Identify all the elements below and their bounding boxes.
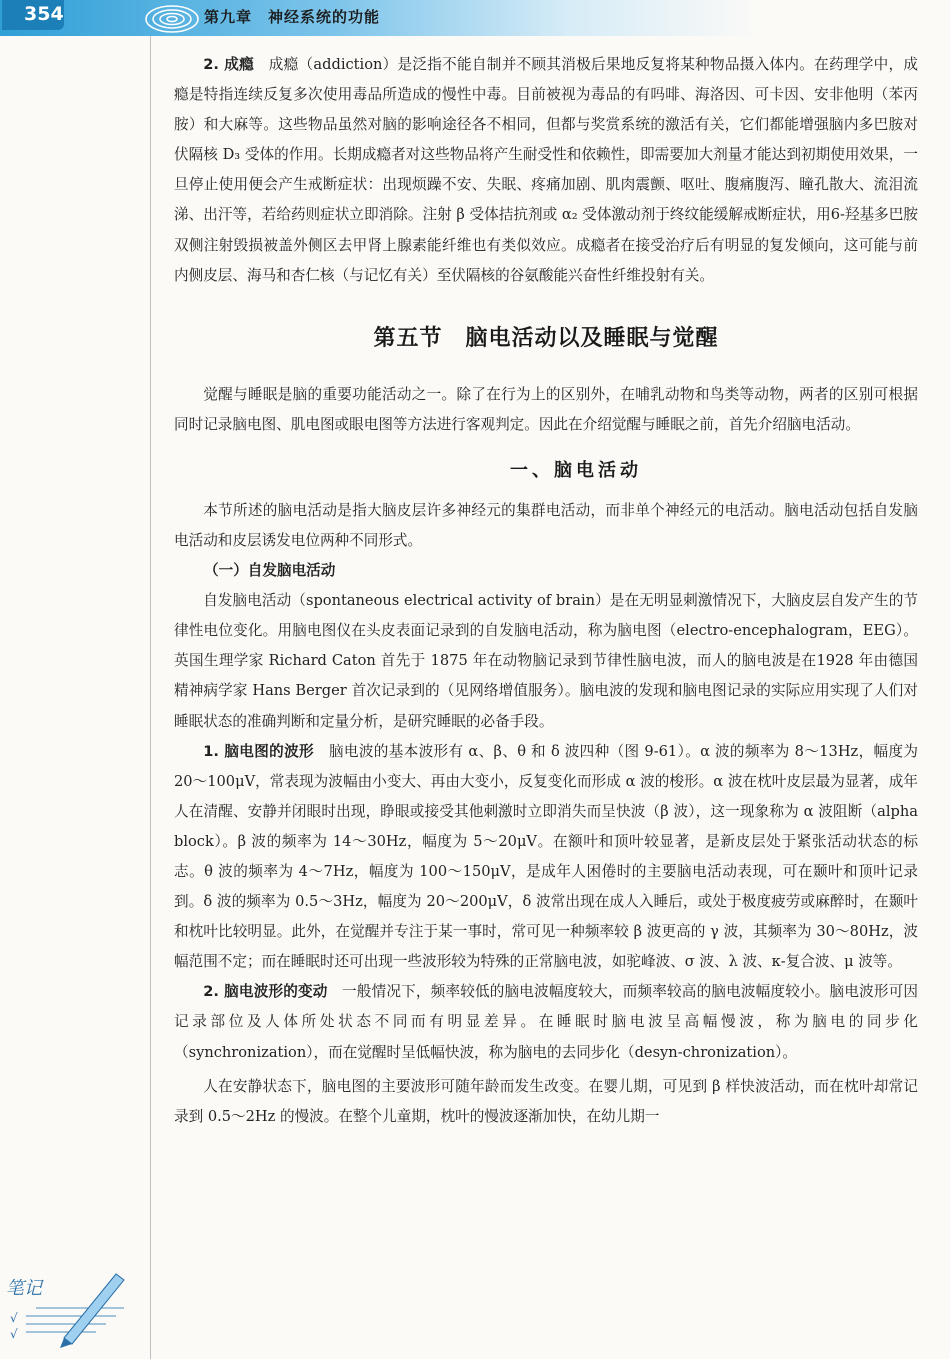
addiction-paragraph	[174, 50, 918, 291]
waveform-change-paragraph	[174, 977, 918, 1067]
addiction-text: 成瘾（addiction）是泛指不能自制并不顾其消极后果地反复将某种物品摄入体内。在药理学中，成瘾是特指连续反复多次使用毒品所造成的慢性中毒。目前被视为毒品的有吗啡、海洛因、可卡因、安非他明（苯丙胺）和大麻等。这些物品虽然对脑的影响途径各不相同，但都与奖赏系统的激活有关，它们都能增强脑内多巴胺对伏隔核 D₃ 受体的作用。长期成瘾者对这些物品将产生耐受性和依赖性，即需要加大剂量才能达到初期使用效果，一旦停止使用便会产生戒断症状：出现烦躁不安、失眠、疼痛加剧、肌肉震颤、呕吐、腹痛腹泻、瞳孔散大、流泪流涕、出汗等，若给药则症状立即消除。注射 β 受体拮抗剂或 α₂ 受体激动剂于终纹能缓解戒断症状，用6-羟基多巴胺双侧注射毁损被盖外侧区去甲肾上腺素能纤维也有类似效应。成瘾者在接受治疗后有明显的复发倾向，这可能与前内侧皮层、海马和杏仁核（与记忆有关）至伏隔核的谷氨酸能兴奋性纤维投射有关。	[174, 56, 919, 284]
waveform-heading: 1. 脑电图的波形	[203, 742, 314, 760]
pen-icon	[6, 1268, 126, 1348]
waveform-text: 脑电波的基本波形有 α、β、θ 和 δ 波四种（图 9-61）。α 波的频率为 8～13Hz，幅度为 20～100μV，常表现为波幅由小变大、再由大变小，反复变化而形成 α 波的梭形。α 波在枕叶皮层最为显著，成年人在清醒、安静并闭眼时出现，睁眼或接受其他刺激时立即消失而呈快波（β 波），这一现象称为 α 波阻断（alpha block）。β 波的频率为 14～30Hz，幅度为 5～20μV。在额叶和顶叶较显著，是新皮层处于紧张活动状态的标志。θ 波的频率为 4～7Hz，幅度为 100～150μV，是成年人困倦时的主要脑电活动表现，可在颞叶和顶叶记录到。δ 波的频率为 0.5～3Hz，幅度为 20～200μV，δ 波常出现在成人入睡后，或处于极度疲劳或麻醉时，在颞叶和枕叶比较明显。此外，在觉醒并专注于某一事时，常可见一种频率较 β 波更高的 γ 波，其频率为 30～80Hz，波幅范围不定；而在睡眠时还可出现一些波形较为特殊的正常脑电波，如驼峰波、σ 波、λ 波、κ-复合波、μ 波等。	[174, 742, 919, 971]
margin-divider	[150, 36, 151, 1359]
spontaneous-heading: （一）自发脑电活动	[204, 562, 336, 580]
page-number: 354	[2, 0, 64, 30]
eeg-title: 一、脑电活动	[510, 459, 642, 481]
swirl-logo-icon	[140, 2, 200, 36]
svg-text:√: √	[10, 1311, 18, 1325]
spontaneous-text: 自发脑电活动（spontaneous electrical activity of brain）是在无明显刺激情况下，大脑皮层自发产生的节律性电位变化。用脑电图仪在头皮表面记录到的自发脑电活动，称为脑电图（electro-encephalogram，EEG）。英国生理学家 Richard Caton 首先于 1875 年在动物脑记录到节律性脑电波，而人的脑电波是在1928 年由德国精神病学家 Hans Berger 首次记录到的（见网络增值服务）。脑电波的发现和脑电图记录的实际应用实现了人们对睡眠状态的准确判断和定量分析，是研究睡眠的必备手段。	[174, 592, 918, 730]
eeg-intro: 本节所述的脑电活动是指大脑皮层许多神经元的集群电活动，而非单个神经元的电活动。脑电活动包括自发脑电活动和皮层诱发电位两种不同形式。	[174, 501, 918, 550]
chapter-title: 第九章 神经系统的功能	[204, 8, 381, 26]
addiction-heading: 2. 成瘾	[203, 56, 255, 73]
waveform-paragraph	[174, 737, 918, 978]
waveform-change-text: 一般情况下，频率较低的脑电波幅度较大，而频率较高的脑电波幅度较小。脑电波形可因记录部位及人体所处状态不同而有明显差异。在睡眠时脑电波呈高幅慢波，称为脑电的同步化（synchronization），而在觉醒时呈低幅快波，称为脑电的去同步化（desyn-chronization）。	[174, 983, 919, 1061]
chapter-header	[0, 0, 950, 36]
section-title: 第五节 脑电活动以及睡眠与觉醒	[373, 325, 719, 351]
notes-label: 笔记	[6, 1278, 42, 1299]
page-body	[174, 50, 918, 1132]
section-intro: 觉醒与睡眠是脑的重要功能活动之一。除了在行为上的区别外，在哺乳动物和鸟类等动物，两者的区别可根据同时记录脑电图、肌电图或眼电图等方法进行客观判定。因此在介绍觉醒与睡眠之前，首先介绍脑电活动。	[174, 385, 918, 433]
notes-area	[6, 1268, 126, 1348]
waveform-change-heading: 2. 脑电波形的变动	[203, 983, 328, 1001]
age-paragraph: 人在安静状态下，脑电图的主要波形可随年龄而发生改变。在婴儿期，可见到 β 样快波活动，而在枕叶却常记录到 0.5～2Hz 的慢波。在整个儿童期，枕叶的慢波逐渐加快，在幼儿期一	[174, 1077, 918, 1125]
svg-text:√: √	[10, 1327, 18, 1341]
